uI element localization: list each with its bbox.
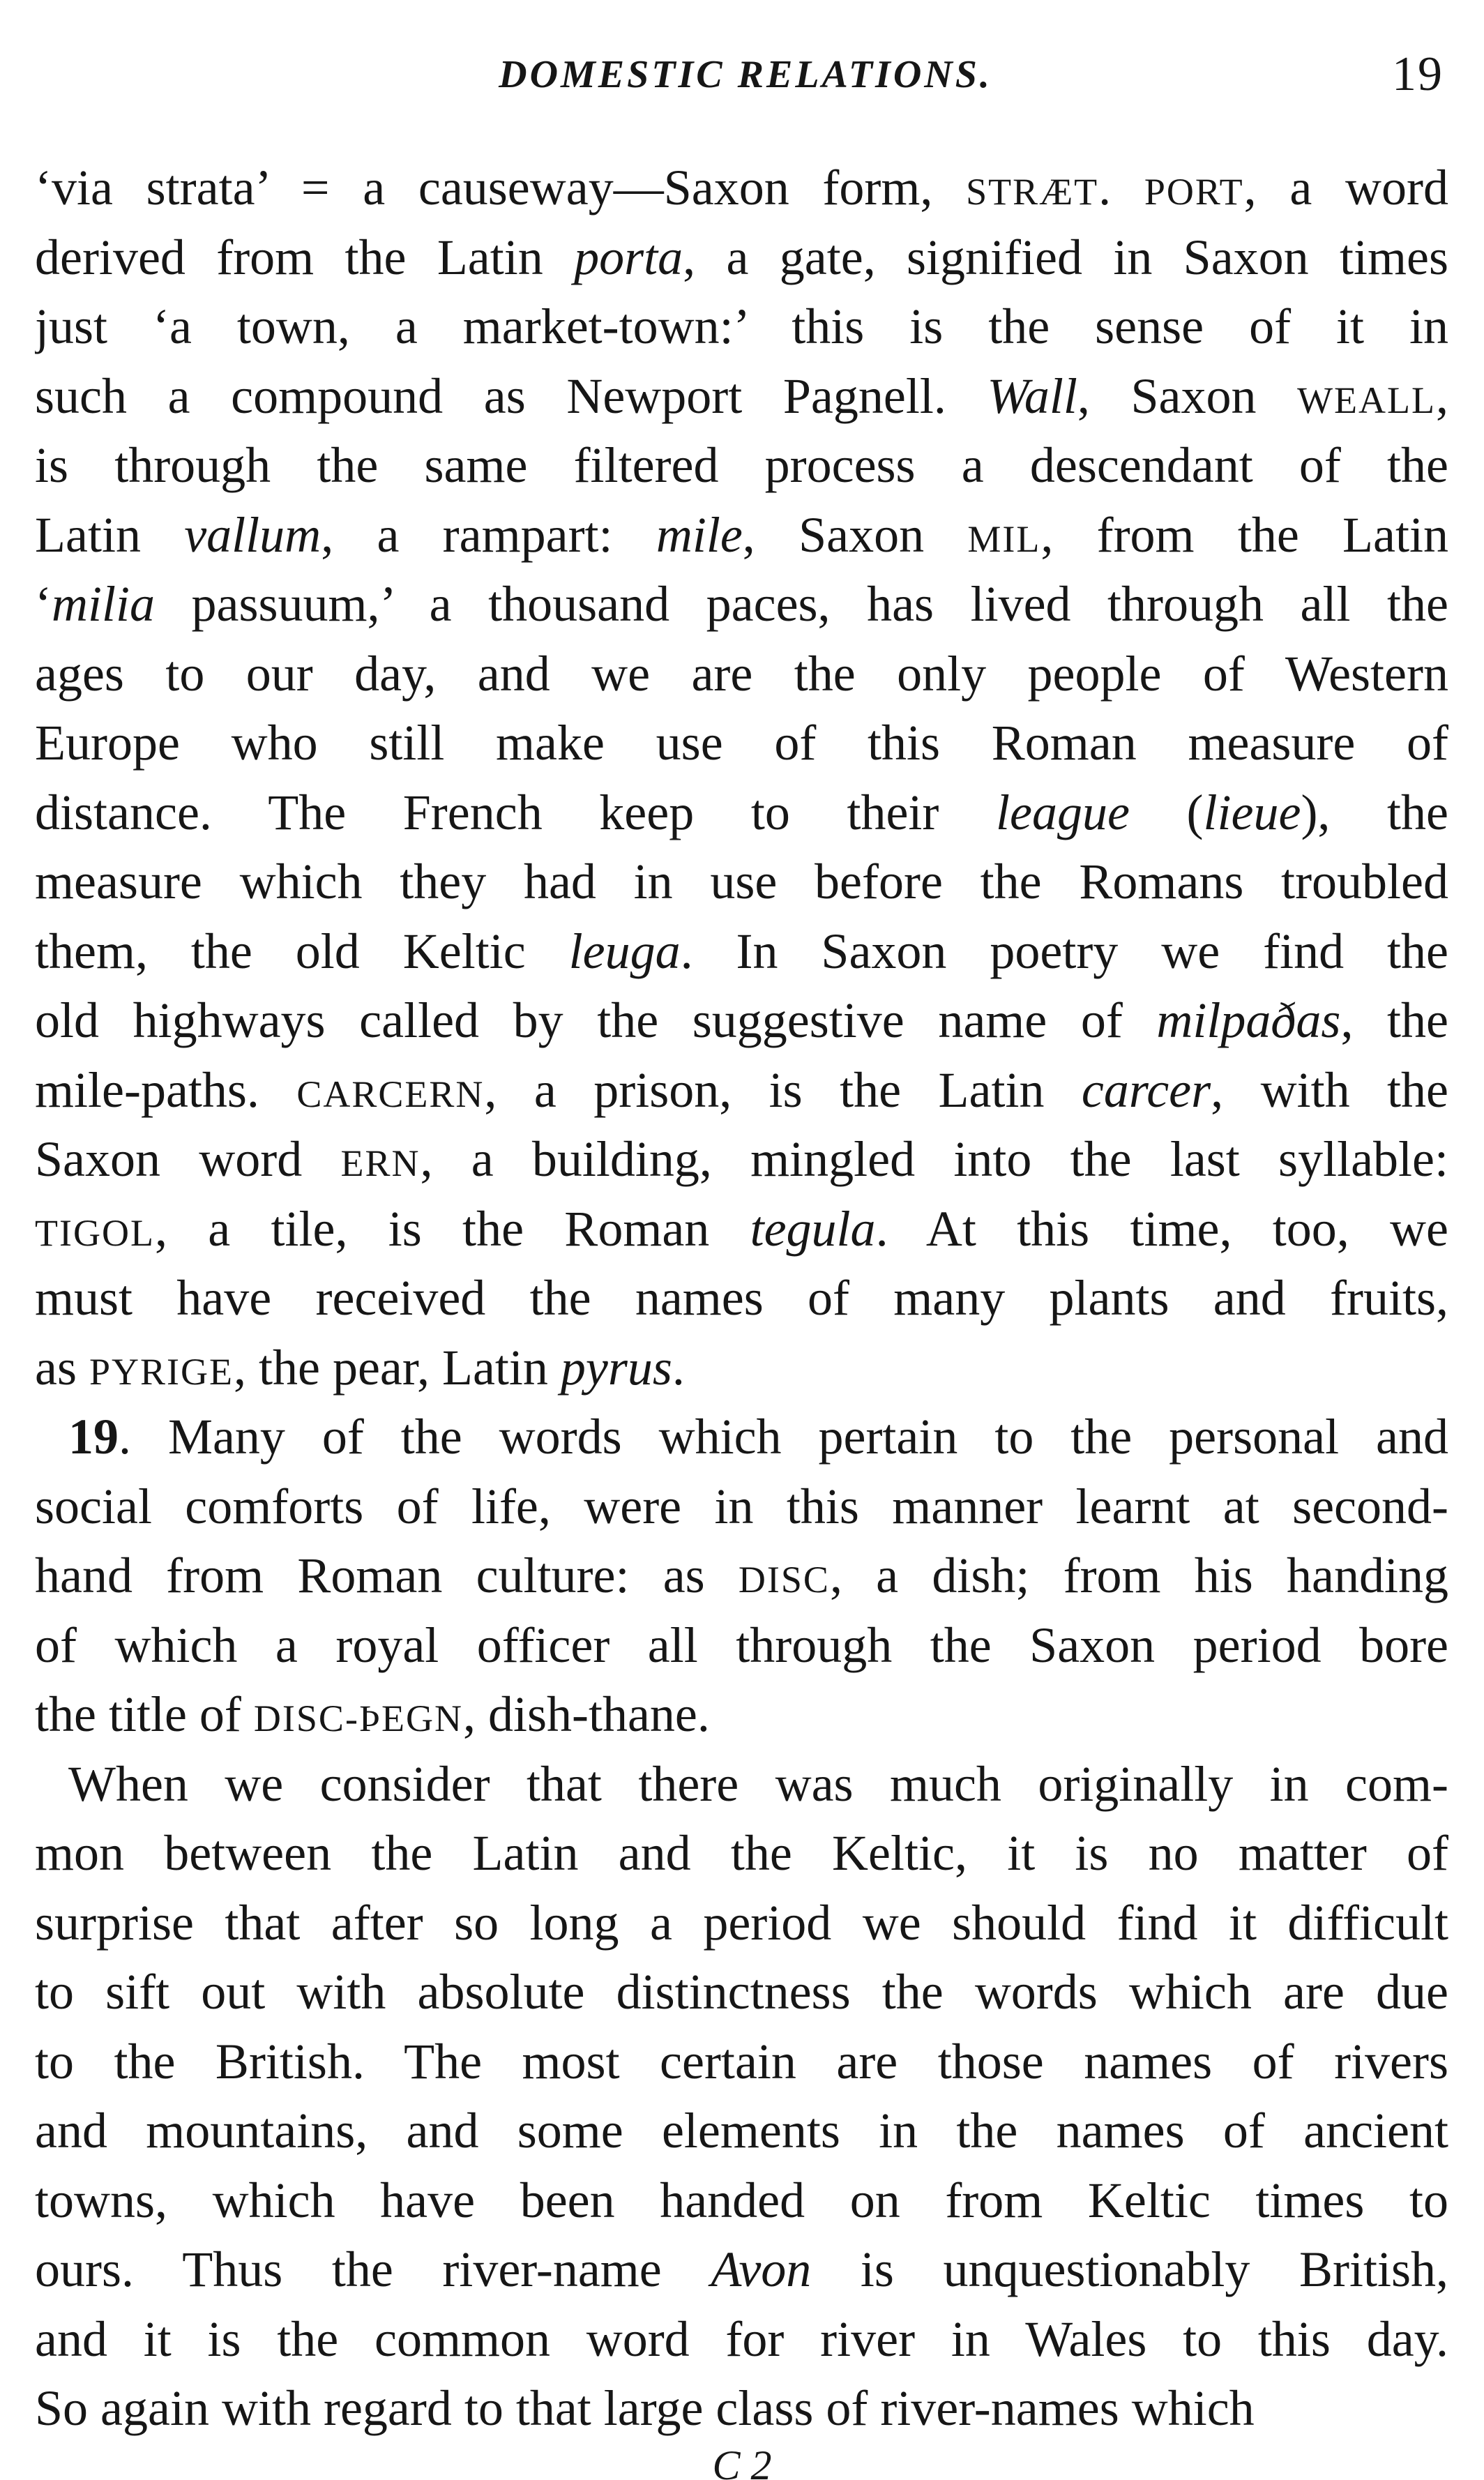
text-run: So again with regard to that large class of river-names which [35,2380,1255,2436]
small-caps-term: WEALL [1297,379,1436,421]
page-header [35,43,1456,106]
text-run: must have received the names of many plants and fruits, [35,1270,1448,1326]
small-caps-term: CARCERN [296,1073,485,1115]
text-run: is unquestionably British, [811,2241,1448,2297]
text-line [35,2305,1448,2375]
text-run: , [1436,368,1448,424]
text-run: , Saxon [1077,368,1298,424]
page-number: 19 [1392,47,1444,101]
text-run: ‘via strata’ = a causeway—Saxon form, [35,160,967,216]
text-run: , a building, mingled into the last syllable: [420,1131,1448,1187]
text-line [35,1056,1448,1126]
italic-term: carcer [1081,1061,1211,1118]
text-run: ), the [1301,784,1448,840]
text-run: , the [1340,992,1448,1048]
text-run: ( [1129,784,1204,840]
printer-signature: C 2 [712,2442,772,2480]
text-line [35,1750,1448,1820]
italic-term: Wall [987,368,1077,424]
text-run: and mountains, and some elements in the names of ancient [35,2103,1448,2158]
text-line [35,2027,1448,2097]
small-caps-term: PORT [1144,171,1244,213]
text-line [35,2166,1448,2236]
text-line [35,1333,1448,1403]
text-run: . [1098,160,1144,216]
text-run: to sift out with absolute distinctness the words which are due [35,1964,1448,2020]
text-line [35,153,1448,223]
italic-term: porta [574,229,683,285]
text-run: is through the same filtered process a descendant of the [35,437,1448,493]
text-run: such a compound as Newport Pagnell. [35,368,987,424]
text-line [35,709,1448,778]
text-line [35,640,1448,709]
text-line [35,570,1448,640]
text-line [35,1472,1448,1542]
small-caps-term: DISC-ÞEGN [253,1698,463,1739]
text-run: distance. The French keep to their [35,784,997,840]
text-run: , Saxon [742,506,968,563]
small-caps-term: TIGOL [35,1211,155,1254]
text-run: , a rampart: [321,506,656,563]
text-run: old highways called by the suggestive name of [35,992,1157,1048]
text-line [35,292,1448,362]
text-line [35,1958,1448,2027]
text-line [35,1889,1448,1958]
text-run: When we consider that there was much originally in com- [68,1755,1448,1812]
text-run: to the British. The most certain are those names of rivers [35,2033,1448,2089]
text-line [35,1264,1448,1333]
text-line [35,917,1448,987]
text-line [35,1819,1448,1889]
body-text [35,153,1448,2444]
text-line [35,1541,1448,1611]
text-run: and it is the common word for river in Wales to this day. [35,2311,1448,2367]
italic-term: mile [656,506,743,563]
text-run: derived from the Latin [35,229,575,285]
text-run: mon between the Latin and the Keltic, it is no matter of [35,1825,1448,1881]
text-run: just ‘a town, a market-town:’ this is the sense of it in [35,298,1448,354]
section-number: 19 [68,1409,119,1465]
small-caps-term: DISC [738,1559,830,1601]
text-run: , the pear, Latin [234,1339,561,1396]
small-caps-term: STRÆT [966,171,1099,213]
text-line [35,1125,1448,1195]
text-line [35,223,1448,293]
text-line [35,2374,1448,2444]
text-run: Latin [35,506,185,563]
text-run: towns, which have been handed on from Keltic times to [35,2172,1448,2228]
text-run: , a prison, is the Latin [484,1061,1082,1118]
text-line [35,847,1448,917]
running-title: DOMESTIC RELATIONS. [499,53,992,96]
text-run: Europe who still make use of this Roman measure of [35,715,1448,771]
italic-term: vallum [184,506,321,563]
text-run: ours. Thus the river-name [35,2241,711,2297]
text-line [35,431,1448,501]
italic-term: Avon [711,2241,812,2297]
text-line [35,1680,1448,1750]
text-run: . Many of the words which pertain to the personal and [119,1409,1448,1465]
text-run: the title of [35,1686,254,1742]
text-run: . At this time, too, we [875,1200,1448,1257]
text-line [35,778,1448,848]
text-run: , a word [1243,160,1448,216]
italic-term: milpaðas [1156,992,1341,1048]
italic-term: milia [51,576,155,632]
italic-term: leuga [568,923,681,979]
text-run: , a dish; from his handing [829,1548,1448,1603]
text-run: as [35,1339,89,1396]
small-caps-term: ERN [340,1142,421,1184]
text-line [35,1402,1448,1472]
text-run: , dish-thane. [462,1686,710,1742]
italic-term: tegula [750,1200,876,1257]
text-line [35,2096,1448,2166]
italic-term: league [996,784,1130,840]
text-run: of which a royal officer all through the Saxon period bore [35,1617,1448,1673]
text-run: Saxon word [35,1131,341,1187]
text-run: measure which they had in use before the Romans troubled [35,854,1448,909]
text-line [35,2235,1448,2305]
text-run: , with the [1211,1061,1448,1118]
text-run: ages to our day, and we are the only people of Western [35,645,1448,702]
text-run: , from the Latin [1040,506,1448,563]
text-run: them, the old Keltic [35,923,569,979]
text-line [35,362,1448,432]
text-run: , a gate, signified in Saxon times [683,229,1448,285]
italic-term: lieue [1203,784,1301,840]
text-run: hand from Roman culture: as [35,1548,739,1603]
text-run: surprise that after so long a period we should find it difficult [35,1894,1448,1951]
small-caps-term: PYRIGE [89,1350,234,1393]
text-line [35,986,1448,1056]
text-line [35,1611,1448,1681]
text-line [35,1195,1448,1264]
text-line [35,501,1448,570]
text-run: , a tile, is the Roman [154,1200,750,1257]
text-run: . In Saxon poetry we find the [680,923,1448,979]
text-run: ‘ [35,576,52,632]
italic-term: pyrus [560,1339,672,1396]
text-run: mile-paths. [35,1061,297,1118]
text-run: passuum,’ a thousand paces, has lived through all the [155,576,1448,632]
small-caps-term: MIL [967,517,1041,560]
text-run: social comforts of life, were in this manner learnt at second- [35,1478,1448,1534]
text-run: . [672,1339,685,1396]
